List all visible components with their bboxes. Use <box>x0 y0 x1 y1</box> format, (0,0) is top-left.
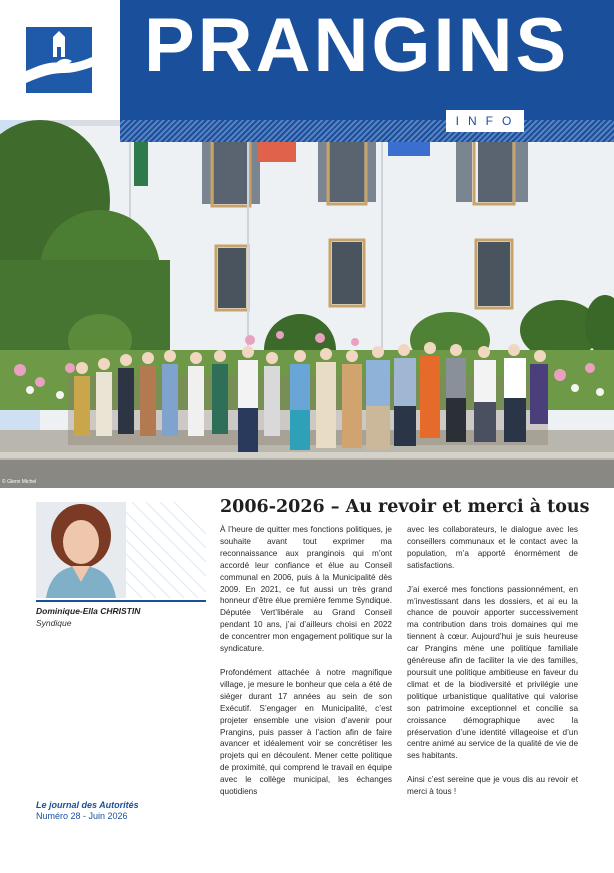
decorative-stripe <box>120 120 614 142</box>
article-title: 2006-2026 – Au revoir et merci à tous <box>220 497 590 517</box>
article-paragraph: À l’heure de quitter mes fonctions politiques, je souhaite avant tout exprimer ma reconnaissance aux pranginois qui m’ont accordé leur confiance et élue au Conseil communal en 2006, puis à la Municipalité dès 2009. En 2021, ce fut aussi un très grand honneur d’être élue première femme Syndique. Députée Vert’libérale au Grand Conseil pendant 10 ans, j’ai d’ailleurs choisi en 2022 de concentrer mon engagement politique sur la syndicature. <box>220 525 392 654</box>
journal-issue: Numéro 28 - Juin 2026 <box>36 811 128 821</box>
article-paragraph: avec les collaborateurs, le dialogue avec les conseillers communaux et le contact avec la population, m’a apporté énormément de satisfactions. <box>407 525 578 570</box>
author-portrait <box>36 502 206 598</box>
article-paragraph: J’ai exercé mes fonctions passionnément, en m’investissant dans les dossiers, et ai eu la chance de pouvoir apporter successivement ma contribution dans trois domaines qui me tiennent à cœur. Aujourd’hui je suis heureuse car Prangins mène une politique familiale généreuse afin de faciliter la vie des familles, poursuit une politique ambitieuse en faveur du climat et de la biodiversité et privilégie une politique urbanistique qualitative qui valorise son patrimoine exceptionnel et concilie sa croissance démographique avec la préservation d’une identité villageoise et d’un centre animé au service de la qualité de vie de ses habitants. <box>407 584 578 761</box>
article-paragraph: Ainsi c’est sereine que je vous dis au revoir et merci à tous ! <box>407 775 578 797</box>
info-tag: INFO <box>446 110 524 132</box>
photo-credit: © Glenn Michel <box>2 479 37 485</box>
article-paragraph: Profondément attachée à notre magnifique village, je mesure le bonheur que cela a été de siéger durant 17 années au sein de son Exécutif. S’engager en Municipalité, c’est projeter ensemble une vision d’avenir pour Prangins, puis passer à l’action afin de faire avancer et idéalement voir se concrétiser les projets qui en découlent. Mener cette politique de proximité, qui comprend le travail en équipe avec le collège municipal, les échanges quotidiens <box>220 667 392 797</box>
author-role: Syndique <box>36 618 72 628</box>
castle-hand-icon <box>26 27 92 93</box>
masthead-title: PRANGINS <box>144 3 570 88</box>
article-column-2 <box>407 524 578 810</box>
author-name: Dominique-Ella CHRISTIN <box>36 606 141 616</box>
portrait-divider <box>36 600 206 602</box>
logo-area <box>0 0 120 120</box>
commune-logo <box>26 27 92 93</box>
journal-title: Le journal des Autorités <box>36 800 139 810</box>
group-photo <box>0 120 614 488</box>
article-column-1 <box>220 524 392 810</box>
